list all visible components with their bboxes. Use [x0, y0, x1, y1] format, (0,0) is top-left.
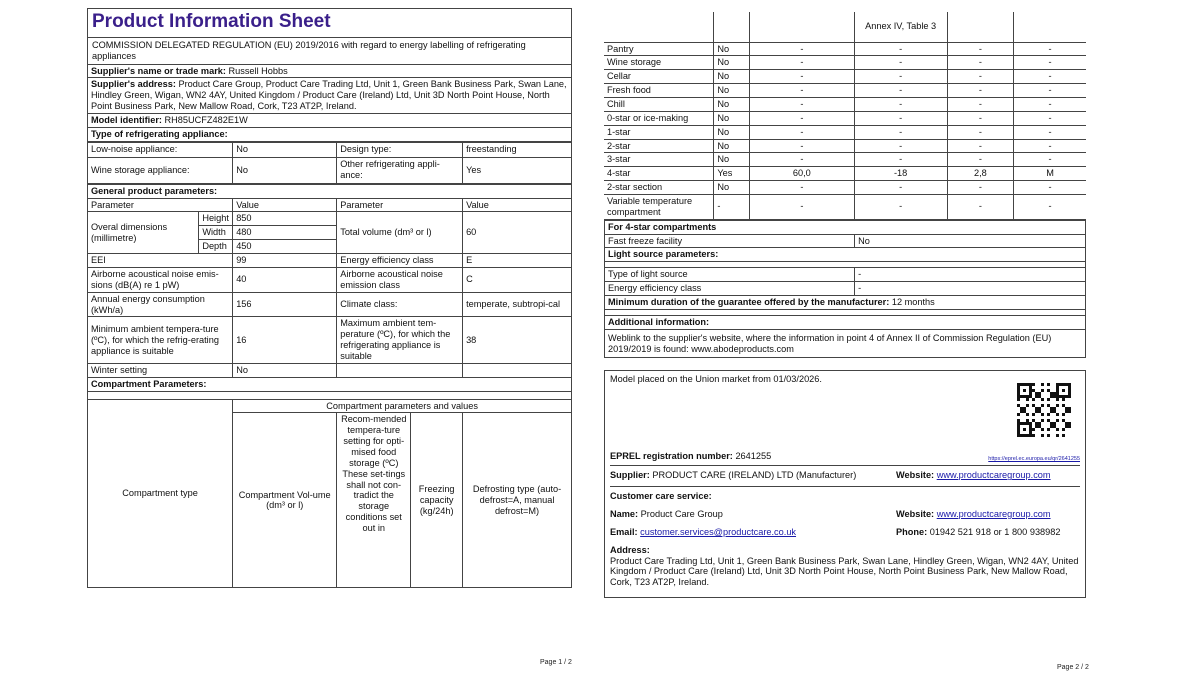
compartment-defrost-cell: -: [1014, 181, 1086, 195]
compartment-row: [604, 194, 1086, 219]
compartment-defrost-cell: -: [1014, 42, 1086, 56]
compartment-freeze-cell: -: [947, 70, 1014, 84]
compartment-present-cell: No: [714, 56, 750, 70]
fast-freeze-label: Fast freeze facility: [605, 234, 855, 248]
compartment-row: [604, 181, 1086, 195]
min-temp-label: Minimum ambient tempera-ture (ºC), for which the refrig-erating appliance is suitable: [88, 317, 233, 363]
compartment-volume-cell: -: [750, 42, 855, 56]
compartment-temp-cell: -: [854, 111, 947, 125]
weblink-text: Weblink to the supplier's website, where the information in point 4 of Annex II of Commission Regulation (EU) 2019/2019 is found: www.abodeproducts.com: [605, 329, 1086, 358]
supplier-address-row: Supplier's address: Product Care Group, Product Care Trading Ltd, Unit 1, Green Bank Business Park, Swan Lane, Hindley Green, Wigan, WN2 4AY, United Kingdom / Product Care (Ireland) Ltd, Unit 3D North Point House, North Point Business Park, New Mallow Road, Cork, T23 AT2P, Ireland.: [88, 78, 572, 114]
compartment-type-cell: 1-star: [604, 125, 714, 139]
compartment-defrost-cell: -: [1014, 194, 1086, 219]
compartment-row: [604, 153, 1086, 167]
compartment-volume-cell: -: [750, 84, 855, 98]
compartment-volume-header: Compartment Vol-ume (dm³ or l): [233, 413, 337, 588]
compartment-type-cell: 4-star: [604, 167, 714, 181]
page-number-2: Page 2 / 2: [1057, 664, 1089, 671]
compartment-freeze-cell: -: [947, 84, 1014, 98]
other-appliance-value: Yes: [463, 157, 572, 183]
noise-emissions-label: Airborne acoustical noise emis-sions (dB(A) re 1 pW): [88, 267, 233, 292]
eprel-link[interactable]: https://eprel.ec.europa.eu/qr/2641255: [988, 455, 1080, 462]
compartment-present-cell: No: [714, 111, 750, 125]
compartment-freeze-cell: -: [947, 181, 1014, 195]
compartment-present-cell: Yes: [714, 167, 750, 181]
eprel-row: EPREL registration number: 2641255 https://eprel.ec.europa.eu/qr/2641255: [610, 451, 1080, 466]
email-row: Email: customer.services@productcare.co.uk Phone: 01942 521 918 or 1 800 938982: [610, 526, 1061, 537]
compartment-row: [604, 56, 1086, 70]
winter-setting-value: No: [233, 363, 337, 377]
compartment-row: [604, 167, 1086, 181]
max-temp-value: 38: [463, 317, 572, 363]
wine-storage-value: No: [233, 157, 337, 183]
compartment-type-cell: Wine storage: [604, 56, 714, 70]
type-heading: Type of refrigerating appliance:: [88, 127, 572, 141]
eei-label: EEI: [88, 254, 233, 268]
compartment-volume-cell: -: [750, 181, 855, 195]
compartment-present-cell: No: [714, 70, 750, 84]
eprel-number: 2641255: [735, 451, 772, 462]
compartment-row: [604, 125, 1086, 139]
supplier-info-box: [604, 370, 1086, 598]
compartment-temp-cell: -: [854, 125, 947, 139]
additional-info-table: [604, 315, 1086, 359]
width-label: Width: [199, 226, 233, 240]
compartment-freeze-cell: -: [947, 42, 1014, 56]
compartment-temp-cell: -: [854, 56, 947, 70]
compartment-type-cell: 3-star: [604, 153, 714, 167]
light-class-value: -: [855, 282, 1086, 296]
compartment-temp-cell: -18: [854, 167, 947, 181]
compartment-present-cell: No: [714, 42, 750, 56]
compartment-present-cell: No: [714, 125, 750, 139]
freezing-capacity-header: Freezing capacity (kg/24h): [411, 413, 463, 588]
compartment-present-cell: No: [714, 153, 750, 167]
supplier-table: [87, 64, 572, 142]
annex-header: Annex IV, Table 3: [854, 12, 947, 42]
care-name-value: Product Care Group: [640, 508, 723, 519]
customer-care-heading: Customer care service:: [610, 491, 712, 502]
page-1: [87, 8, 572, 641]
compartment-row: [604, 70, 1086, 84]
other-appliance-label: Other refrigerating appli-ance:: [337, 157, 463, 183]
compartment-freeze-cell: -: [947, 153, 1014, 167]
supplier-value: PRODUCT CARE (IRELAND) LTD (Manufacturer): [652, 470, 857, 481]
fast-freeze-value: No: [855, 234, 1086, 248]
care-phone-value: 01942 521 918 or 1 800 938982: [929, 526, 1061, 537]
compartment-type-header: Compartment type: [88, 399, 233, 588]
supplier-website-link[interactable]: www.productcaregroup.com: [936, 470, 1051, 481]
total-volume-value: 60: [463, 212, 572, 254]
compartment-type-cell: Cellar: [604, 70, 714, 84]
annual-energy-value: 156: [233, 292, 337, 317]
compartment-defrost-cell: M: [1014, 167, 1086, 181]
care-email-link[interactable]: customer.services@productcare.co.uk: [640, 526, 797, 537]
compartment-freeze-cell: -: [947, 194, 1014, 219]
general-heading: General product parameters:: [88, 184, 572, 198]
width-value: 480: [233, 226, 337, 240]
model-identifier-row: Model identifier: RH85UCFZ482E1W: [88, 114, 572, 128]
annual-energy-label: Annual energy consumption (kWh/a): [88, 292, 233, 317]
compartment-volume-cell: -: [750, 97, 855, 111]
energy-class-label: Energy efficiency class: [337, 254, 463, 268]
compartment-type-cell: Pantry: [604, 42, 714, 56]
compartment-temp-cell: -: [854, 42, 947, 56]
compartment-temp-cell: -: [854, 181, 947, 195]
climate-class-value: temperate, subtropi-cal: [463, 292, 572, 317]
compartment-present-cell: No: [714, 84, 750, 98]
light-type-label: Type of light source: [605, 268, 855, 282]
wine-storage-label: Wine storage appliance:: [88, 157, 233, 183]
four-star-table: [604, 220, 1086, 263]
design-type-value: freestanding: [463, 142, 572, 157]
light-class-label: Energy efficiency class: [605, 282, 855, 296]
compartment-present-cell: No: [714, 181, 750, 195]
compartment-header-table: [87, 399, 572, 589]
depth-label: Depth: [199, 240, 233, 254]
compartment-volume-cell: -: [750, 70, 855, 84]
address-label: Address:: [610, 544, 650, 555]
compartment-row: [604, 84, 1086, 98]
noise-class-label: Airborne acoustical noise emission class: [337, 267, 463, 292]
qr-code-icon[interactable]: [1017, 383, 1071, 437]
compartment-defrost-cell: -: [1014, 97, 1086, 111]
parameter-header: Parameter: [337, 198, 463, 212]
compartment-volume-cell: -: [750, 139, 855, 153]
light-type-value: -: [855, 268, 1086, 282]
winter-setting-label: Winter setting: [88, 363, 233, 377]
compartment-table: [604, 12, 1086, 220]
compartment-defrost-cell: -: [1014, 56, 1086, 70]
compartment-volume-cell: -: [750, 125, 855, 139]
page-title: Product Information Sheet: [87, 8, 572, 37]
low-noise-value: No: [233, 142, 337, 157]
regulation-subtitle: COMMISSION DELEGATED REGULATION (EU) 2019/2016 with regard to energy labelling of refrigerating appliances: [87, 37, 572, 64]
general-parameters-table: [87, 184, 572, 392]
compartment-defrost-cell: -: [1014, 84, 1086, 98]
height-value: 850: [233, 212, 337, 226]
noise-emissions-value: 40: [233, 267, 337, 292]
compartment-volume-cell: -: [750, 194, 855, 219]
compartment-freeze-cell: -: [947, 111, 1014, 125]
compartment-temp-cell: -: [854, 70, 947, 84]
compartment-volume-cell: -: [750, 153, 855, 167]
compartment-row: [604, 97, 1086, 111]
design-type-label: Design type:: [337, 142, 463, 157]
max-temp-label: Maximum ambient tem-perature (ºC), for which the refrigerating appliance is suitable: [337, 317, 463, 363]
compartment-type-cell: 2-star section: [604, 181, 714, 195]
compartment-freeze-cell: -: [947, 56, 1014, 70]
compartment-freeze-cell: -: [947, 139, 1014, 153]
compartment-freeze-cell: -: [947, 125, 1014, 139]
compartment-defrost-cell: -: [1014, 111, 1086, 125]
supplier-row: Supplier: PRODUCT CARE (IRELAND) LTD (Manufacturer) Website: www.productcaregroup.com: [610, 466, 1080, 487]
climate-class-label: Climate class:: [337, 292, 463, 317]
compartment-temp-cell: -: [854, 97, 947, 111]
name-row: Name: Product Care Group Website: www.productcaregroup.com: [610, 508, 1051, 519]
defrosting-type-header: Defrosting type (auto-defrost=A, manual defrost=M): [463, 413, 572, 588]
compartment-row: [604, 111, 1086, 125]
appliance-type-table: [87, 142, 572, 184]
value-header: Value: [463, 198, 572, 212]
noise-class-value: C: [463, 267, 572, 292]
compartment-type-cell: Fresh food: [604, 84, 714, 98]
compartment-present-cell: No: [714, 97, 750, 111]
light-heading: Light source parameters:: [605, 248, 1086, 262]
compartment-present-cell: No: [714, 139, 750, 153]
compartment-defrost-cell: -: [1014, 153, 1086, 167]
four-star-heading: For 4-star compartments: [605, 220, 1086, 234]
care-address-value: Product Care Trading Ltd, Unit 1, Green Bank Business Park, Swan Lane, Hindley Green, Wigan, WN2 4AY, United Kingdom / Product Care (Ireland) Ltd, Unit 3D North Point House, North Point Business Park, New Mallow Road, Cork, T23 AT2P, Ireland.: [610, 555, 1079, 588]
compartment-defrost-cell: -: [1014, 139, 1086, 153]
compartment-temp-cell: -: [854, 153, 947, 167]
overall-dimensions-label: Overal dimensions (millimetre): [88, 212, 199, 254]
page-2: [604, 12, 1086, 622]
eei-value: 99: [233, 254, 337, 268]
care-website-link[interactable]: www.productcaregroup.com: [936, 508, 1051, 519]
additional-heading: Additional information:: [605, 315, 1086, 329]
depth-value: 450: [233, 240, 337, 254]
compartment-heading: Compartment Parameters:: [88, 377, 572, 391]
low-noise-label: Low-noise appliance:: [88, 142, 233, 157]
compartment-defrost-cell: -: [1014, 125, 1086, 139]
compartment-type-cell: 2-star: [604, 139, 714, 153]
compartment-temp-cell: -: [854, 84, 947, 98]
compartment-row: [604, 42, 1086, 56]
compartment-present-cell: -: [714, 194, 750, 219]
compartment-volume-cell: 60,0: [750, 167, 855, 181]
min-temp-value: 16: [233, 317, 337, 363]
light-source-table: [604, 267, 1086, 310]
guarantee-row: Minimum duration of the guarantee offered by the manufacturer: 12 months: [605, 295, 1086, 309]
parameter-header: Parameter: [88, 198, 233, 212]
height-label: Height: [199, 212, 233, 226]
compartment-type-cell: Variable temperature compartment: [604, 194, 714, 219]
recommended-temp-header: Recom-mended tempera-ture setting for opti-mised food storage (ºC) These set-tings shall not con-tradict the storage conditions set out in: [337, 413, 411, 588]
compartment-temp-cell: -: [854, 139, 947, 153]
supplier-name-row: Supplier's name or trade mark: Russell Hobbs: [88, 64, 572, 78]
compartment-volume-cell: -: [750, 56, 855, 70]
compartment-type-cell: Chill: [604, 97, 714, 111]
compartment-defrost-cell: -: [1014, 70, 1086, 84]
compartment-freeze-cell: -: [947, 97, 1014, 111]
compartment-params-header: Compartment parameters and values: [233, 399, 572, 413]
total-volume-label: Total volume (dm³ or l): [337, 212, 463, 254]
compartment-type-cell: 0-star or ice-making: [604, 111, 714, 125]
compartment-row: [604, 139, 1086, 153]
compartment-freeze-cell: 2,8: [947, 167, 1014, 181]
page-number-1: Page 1 / 2: [540, 659, 572, 666]
placed-on-market-text: Model placed on the Union market from 01/03/2026.: [610, 374, 822, 385]
compartment-temp-cell: -: [854, 194, 947, 219]
energy-class-value: E: [463, 254, 572, 268]
compartment-volume-cell: -: [750, 111, 855, 125]
value-header: Value: [233, 198, 337, 212]
